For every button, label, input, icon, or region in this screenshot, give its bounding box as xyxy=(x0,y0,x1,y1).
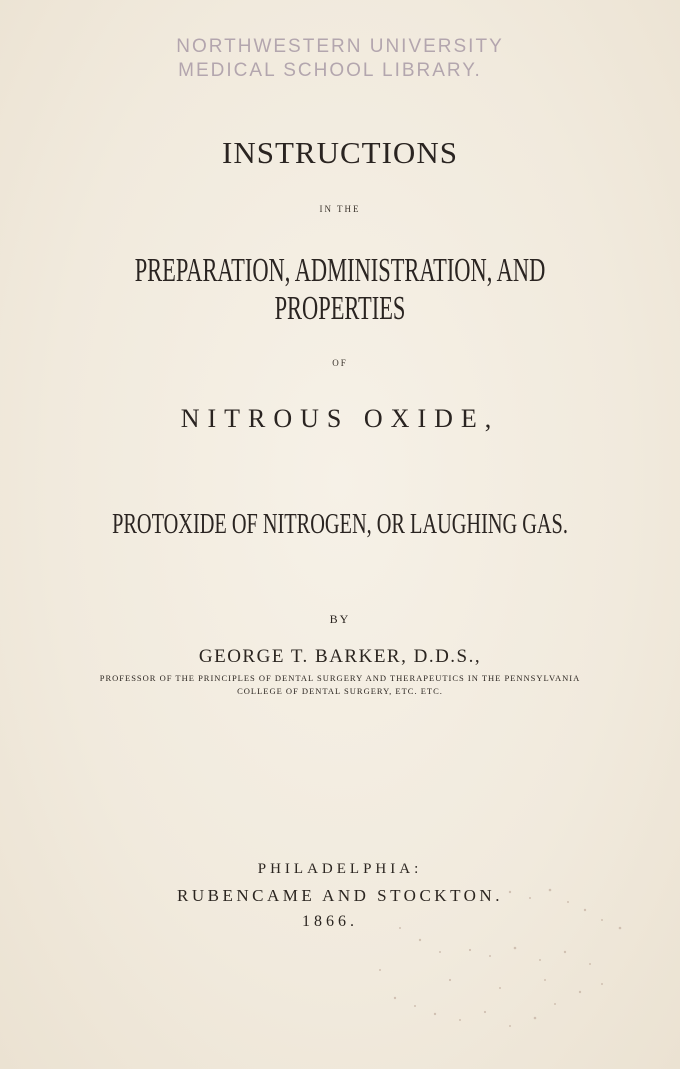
book-title: INSTRUCTIONS xyxy=(222,135,458,170)
paper-foxing-speckles xyxy=(340,880,660,1050)
byline-by: BY xyxy=(329,612,351,626)
author-position-line2: COLLEGE OF DENTAL SURGERY, ETC. ETC. xyxy=(237,686,443,696)
title-line-properties: PROPERTIES xyxy=(274,290,406,327)
author-name: GEORGE T. BARKER, D.D.S., xyxy=(198,646,482,667)
title-subject: NITROUS OXIDE, xyxy=(180,404,500,433)
title-alternate-names: PROTOXIDE OF NITROGEN, OR LAUGHING GAS. xyxy=(112,508,568,540)
imprint-year: 1866. xyxy=(302,913,358,930)
library-stamp-line2: MEDICAL SCHOOL LIBRARY. xyxy=(178,60,482,81)
title-line-preparation: PREPARATION, ADMINISTRATION, AND xyxy=(134,252,546,289)
title-connector-of: OF xyxy=(332,358,348,368)
imprint-publisher: RUBENCAME AND STOCKTON. xyxy=(177,886,503,905)
title-connector-in-the: IN THE xyxy=(319,204,361,214)
library-stamp-line1: NORTHWESTERN UNIVERSITY xyxy=(176,36,504,57)
imprint-city: PHILADELPHIA: xyxy=(257,861,423,877)
author-position-line1: PROFESSOR OF THE PRINCIPLES OF DENTAL SURGERY AND THERAPEUTICS IN THE PENNSYLVANIA xyxy=(99,673,581,683)
